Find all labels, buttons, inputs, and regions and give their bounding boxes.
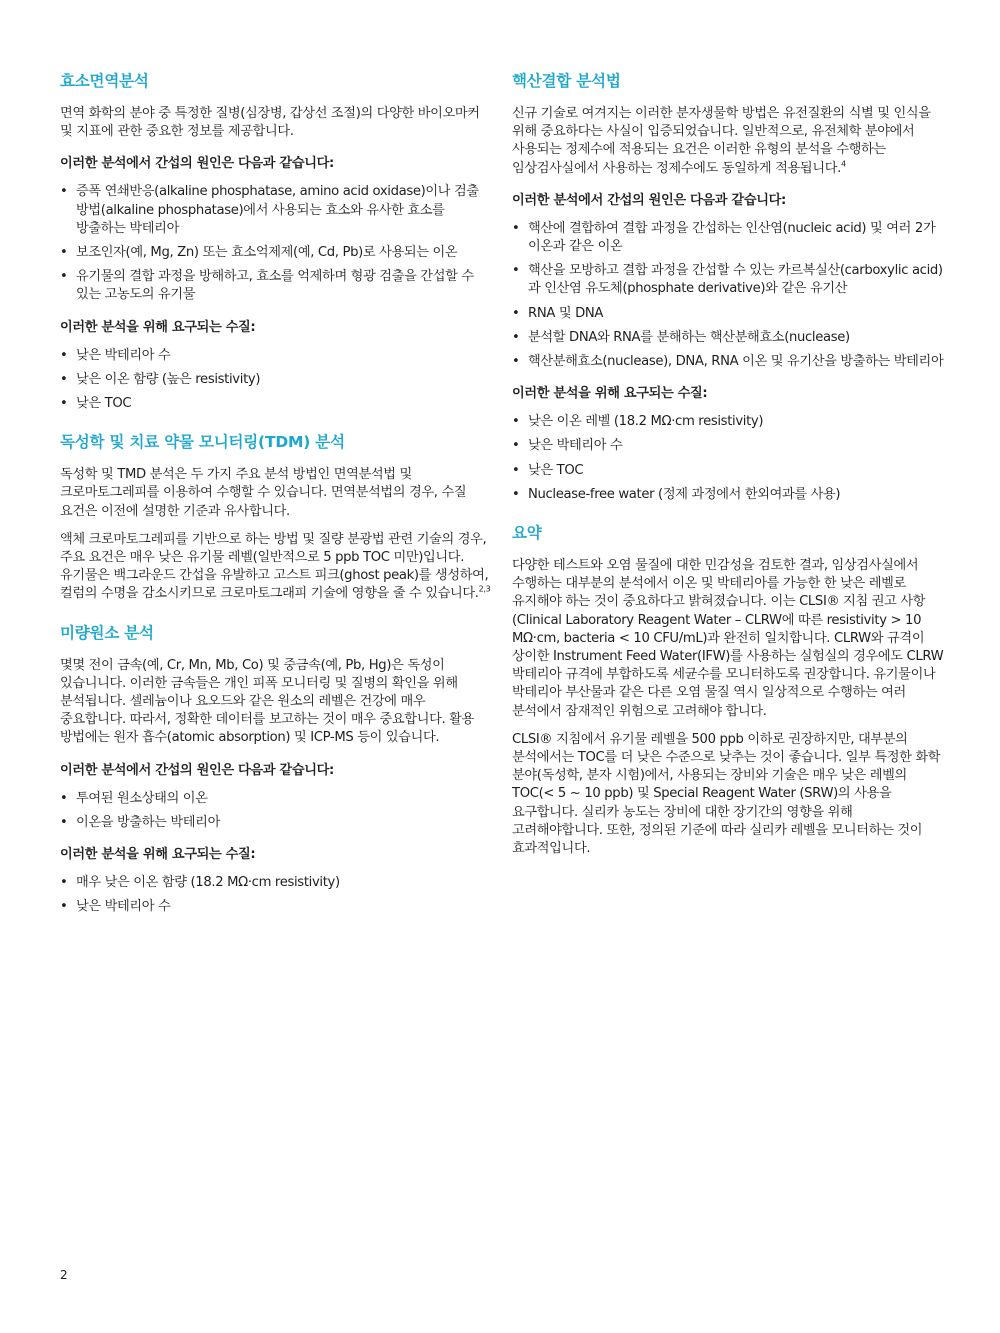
page-number: 2	[60, 1268, 68, 1282]
list-item: • 낮은 박테리아 수	[60, 347, 492, 365]
trace-elements-paragraph: 몇몇 전이 금속(예, Cr, Mn, Mb, Co) 및 중금속(예, Pb, Hg)은 독성이 있습니니다. 이러한 금속들은 개인 피폭 모니터링 및 질병의 확인을 위해 분석됩니다. 셀레늄이나 요오드와 같은 원소의 레벨은 건강에 매우 중요합니다. 따라서, 정확한 데이터를 보고하는 것이 매우 중요합니다. 활용 방법에는 원자 흡수(atomic absorption) 및 ICP-MS 등이 있습니다.	[60, 657, 474, 746]
interference-causes-heading: 이러한 분석에서 간섭의 원인은 다음과 같습니다:	[512, 192, 786, 208]
interference-causes-list	[60, 183, 492, 304]
interference-causes-heading: 이러한 분석에서 간섭의 원인은 다음과 같습니다:	[60, 762, 334, 778]
left-column	[60, 70, 492, 922]
list-item: • 매우 낮은 이온 함량 (18.2 MΩ·cm resistivity)	[60, 874, 492, 892]
list-item: • 핵산을 모방하고 결합 과정을 간섭할 수 있는 카르복실산(carboxylic acid)과 인산염 유도체(phosphate derivative)와 같은 유기산	[512, 262, 944, 298]
list-item: • RNA 및 DNA	[512, 305, 944, 323]
water-quality-list	[512, 413, 944, 504]
section-title-trace-elements: 미량원소 분석	[60, 623, 154, 642]
section-title-nucleic-acid: 핵산결합 분석법	[512, 72, 621, 90]
toxicology-paragraph-2	[60, 531, 492, 604]
toxicology-paragraph-1: 독성학 및 TMD 분석은 두 가지 주요 분석 방법인 면역분석법 및 크로마토그레피를 이용하여 수행할 수 있습니다. 면역분석법의 경우, 수질 요건은 이전에 설명한 기준과 유사합니다.	[60, 467, 467, 519]
right-column	[512, 70, 944, 868]
nucleic-acid-paragraph	[512, 105, 944, 178]
water-quality-heading: 이러한 분석을 위해 요구되는 수질:	[60, 319, 256, 335]
interference-causes-list	[512, 220, 944, 371]
list-item: • Nuclease-free water (정제 과정에서 한외여과를 사용)	[512, 486, 944, 504]
enzyme-immunoassay-intro: 면역 화학의 분야 중 특정한 질병(심장병, 갑상선 조절)의 다양한 바이오마커 및 지표에 관한 중요한 정보를 제공합니다.	[60, 106, 480, 140]
list-item: • 투여된 원소상태의 이온	[60, 790, 492, 808]
water-quality-heading: 이러한 분석을 위해 요구되는 수질:	[60, 847, 256, 863]
list-item: • 낮은 TOC	[512, 462, 944, 480]
section-title-enzyme-immunoassay: 효소면역분석	[60, 72, 149, 90]
list-item: • 낮은 박테리아 수	[60, 898, 492, 916]
list-item: • 낮은 박테리아 수	[512, 437, 944, 455]
water-quality-list	[60, 347, 492, 414]
summary-paragraph-1: 다양한 테스트와 오염 물질에 대한 민감성을 검토한 결과, 임상검사실에서 수행하는 대부분의 분석에서 이온 및 박테리아를 가능한 한 낮은 레벨로 유지해야 하는 것이 중요하다고 밝혀졌습니다. 이는 CLSI® 지침 권고 사항(Clinical Laboratory Reagent Water – CLRW에 따른 resistivity > 10 MΩ·cm, bacteria < 10 CFU/mL)과 완전히 일치합니다. CLRW와 규격이 상이한 Instrument Feed Water(IFW)를 사용하는 실험실의 경우에도 CLRW 박테리아 규격에 부합하도록 세균수를 모니터하도록 권장합니다. 유기물이나 박테리아 부산물과 같은 다른 오염 물질 역시 일상적으로 수행하는 여러 분석에서 잠재적인 위험으로 고려해야 합니다.	[512, 558, 944, 719]
section-title-summary: 요약	[512, 524, 542, 543]
interference-causes-list	[60, 790, 492, 832]
list-item: • 보조인자(예, Mg, Zn) 또는 효소억제제(예, Cd, Pb)로 사용되는 이온	[60, 244, 492, 262]
footnote-ref: 2,3	[478, 585, 491, 595]
list-item: • 낮은 TOC	[60, 395, 492, 413]
water-quality-list	[60, 874, 492, 916]
nucleic-acid-paragraph-text: 신규 기술로 여겨지는 이러한 분자생물학 방법은 유전질환의 식별 및 인식을 위해 중요하다는 사실이 입증되었습니다. 일반적으로, 유전체학 분야에서 사용되는 정제수에 적용되는 요건은 이러한 유형의 분석을 수행하는 임상검사실에서 사용하는 정제수에도 동일하게 적용됩니다.	[512, 106, 931, 176]
list-item: • 증폭 연쇄반응(alkaline phosphatase, amino acid oxidase)이나 검출 방법(alkaline phosphatase)에서 사용되는 효소와 유사한 효소를 방출하는 박테리아	[60, 183, 492, 238]
water-quality-heading: 이러한 분석을 위해 요구되는 수질:	[512, 386, 708, 402]
summary-paragraph-2: CLSI® 지침에서 유기물 레벨을 500 ppb 이하로 권장하지만, 대부분의 분석에서는 TOC를 더 낮은 수준으로 낮추는 것이 좋습니다. 일부 특정한 화학 분야(독성학, 분자 시험)에서, 사용되는 장비와 기술은 매우 낮은 레벨의 TOC(< 5 ~ 10 ppb) 및 Special Reagent Water (SRW)의 사용을 요구합니다. 실리카 농도는 장비에 대한 장기간의 영향을 위해 고려해야합니다. 또한, 정의된 기준에 따라 실리카 레벨을 모니터하는 것이 효과적입니다.	[512, 731, 941, 857]
list-item: • 핵산분해효소(nuclease), DNA, RNA 이온 및 유기산을 방출하는 박테리아	[512, 353, 944, 371]
list-item: • 낮은 이온 함량 (높은 resistivity)	[60, 371, 492, 389]
footnote-ref: 4	[840, 159, 846, 169]
toxicology-paragraph-2-text: 액체 크로마토그레피를 기반으로 하는 방법 및 질량 분광법 관련 기술의 경우, 주요 요건은 매우 낮은 유기물 레벨(일반적으로 5 ppb TOC 미만)입니다. 유기물은 백그라운드 간섭을 유발하고 고스트 피크(ghost peak)를 생성하여, 컬럼의 수명을 감소시키므로 크로마토그래피 기술에 영향을 줄 수 있습니다.	[60, 531, 489, 602]
list-item: • 분석할 DNA와 RNA를 분해하는 핵산분해효소(nuclease)	[512, 329, 944, 347]
section-title-toxicology-tdm: 독성학 및 치료 약물 모니터링(TDM) 분석	[60, 433, 345, 452]
list-item: • 낮은 이온 레벨 (18.2 MΩ·cm resistivity)	[512, 413, 944, 431]
list-item: • 이온을 방출하는 박테리아	[60, 814, 492, 832]
list-item: • 핵산에 결합하여 결합 과정을 간섭하는 인산염(nucleic acid) 및 여러 2가 이온과 같은 이온	[512, 220, 944, 256]
list-item: • 유기물의 결합 과정을 방해하고, 효소를 억제하며 형광 검출을 간섭할 수 있는 고농도의 유기물	[60, 268, 492, 304]
interference-causes-heading: 이러한 분석에서 간섭의 원인은 다음과 같습니다:	[60, 156, 334, 172]
